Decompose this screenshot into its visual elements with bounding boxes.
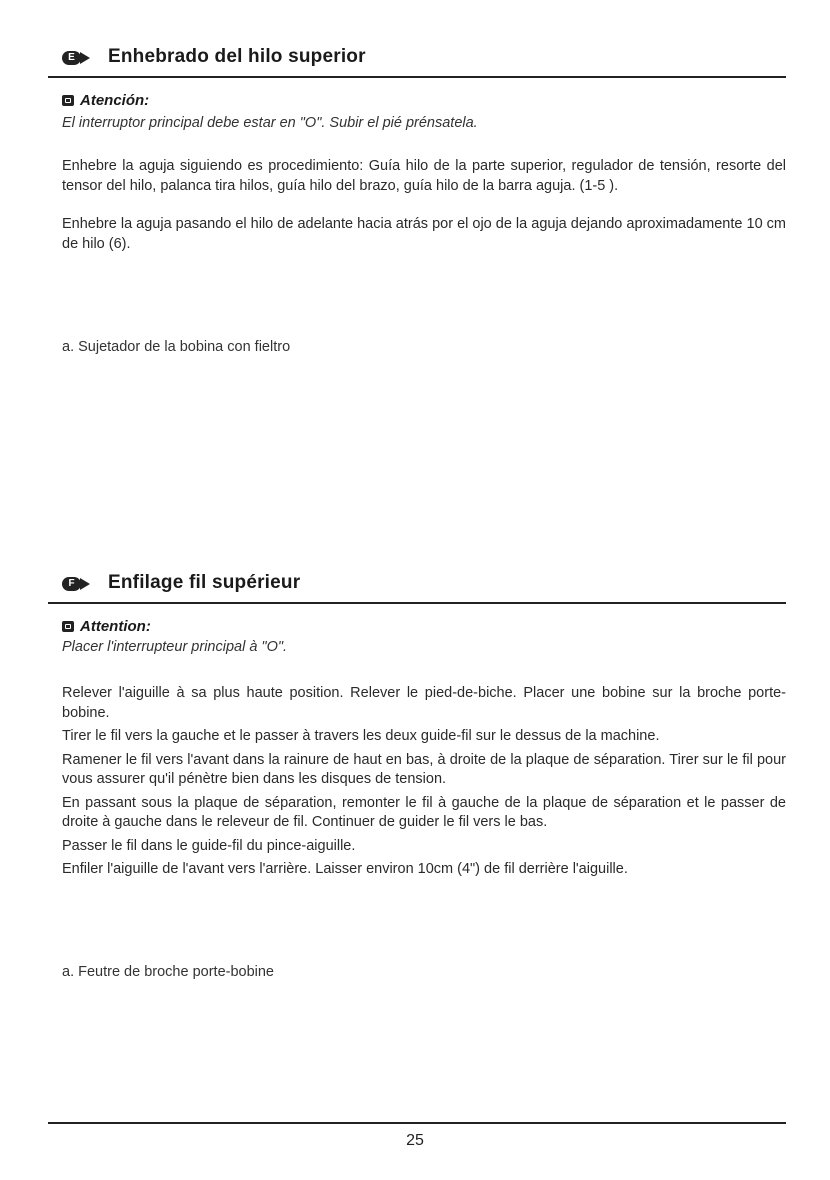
paragraph: Enfiler l'aiguille de l'avant vers l'arrière. Laisser environ 10cm (4") de fil derrière l'aiguille. [62,861,628,877]
paragraph: Relever l'aiguille à sa plus haute position. Relever le pied-de-biche. Placer une bobine sur la broche porte-bobine. [62,685,786,721]
paragraph: Ramener le fil vers l'avant dans la rainure de haut en bas, à droite de la plaque de séparation. Tirer sur le fil pour vous assurer qu'il pénètre bien dans les disques de tension. [62,751,786,787]
footer-divider [48,1122,786,1124]
attention-row [48,616,786,636]
paragraph: Passer le fil dans le guide-fil du pince-aiguille. [62,837,356,854]
attention-text: El interruptor principal debe estar en "O". Subir el pié prénsatela. [62,115,478,131]
section-header [48,572,786,604]
arrow-icon [80,578,90,590]
page-number: 25 [406,1132,424,1149]
arrow-icon [80,52,90,64]
paragraph: Tirer le fil vers la gauche et le passer à travers les deux guide-fil sur le dessus de la machine. [62,728,660,744]
paragraph: Enhebre la aguja pasando el hilo de adelante hacia atrás por el ojo de la aguja dejando aproximadamente 10 cm de hilo (6). [62,216,786,252]
attention-row [48,90,786,110]
section-french [48,572,786,980]
attention-label: Attention: [80,617,151,635]
attention-label: Atención: [80,91,150,109]
figure-caption: a. Feutre de broche porte-bobine [62,963,274,980]
section-spanish [48,46,786,355]
attention-icon [62,95,74,106]
badge-letter: F [62,577,81,591]
attention-text: Placer l'interrupteur principal à "O". [62,639,288,655]
section-header [48,46,786,78]
figure-caption: a. Sujetador de la bobina con fieltro [62,339,291,355]
language-badge-icon [62,51,90,65]
badge-letter: E [62,51,81,65]
attention-icon [62,621,74,632]
section-title: Enfilage fil supérieur [108,572,301,593]
section-title: Enhebrado del hilo superior [108,46,366,67]
language-badge-icon [62,577,90,591]
paragraph: Enhebre la aguja siguiendo es procedimiento: Guía hilo de la parte superior, regulador de tensión, resorte del tensor del hilo, palanca tira hilos, guía hilo del brazo, guía hilo de la barra aguja. (1-5 ). [62,158,786,194]
paragraph: En passant sous la plaque de séparation, remonter le fil à gauche de la plaque de séparation et le passer de droite à gauche dans le releveur de fil. Continuer de guider le fil vers le bas. [62,794,786,830]
